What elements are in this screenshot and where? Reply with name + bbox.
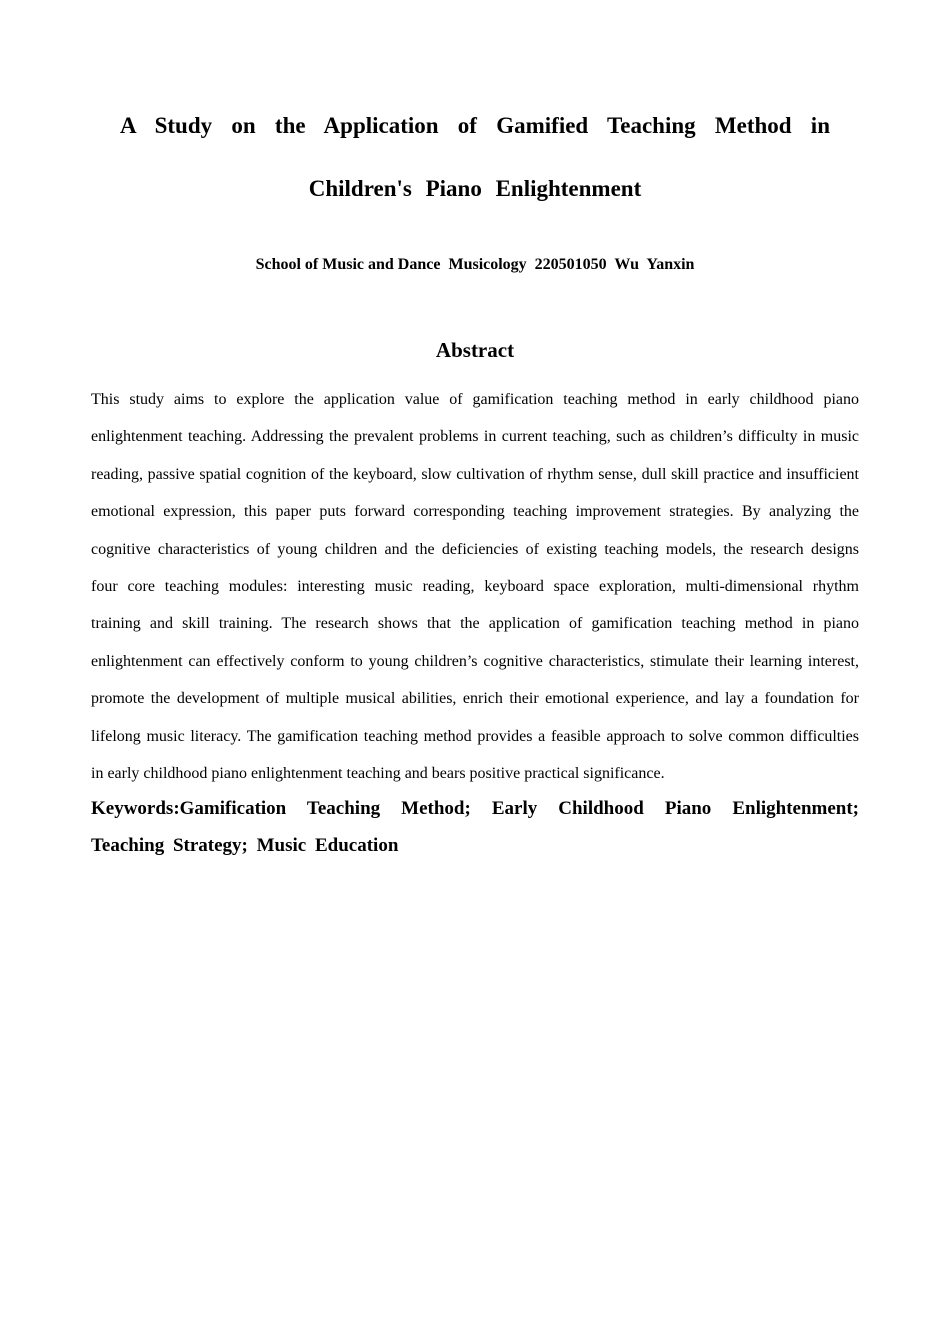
abstract-line: This study aims to explore the application value of gamification teaching method in early childhood piano [91,391,859,408]
abstract-heading: Abstract [435,338,515,362]
abstract-body [91,381,859,792]
abstract-line: enlightenment teaching. Addressing the prevalent problems in current teaching, such as children’s difficulty in music [91,428,859,446]
title-line-2: Children's Piano Enlightenment [308,176,642,201]
abstract-line: four core teaching modules: interesting music reading, keyboard space exploration, multi-dimensional rhythm [91,577,859,595]
keywords-line-1: Keywords:Gamification Teaching Method; Early Childhood Piano Enlightenment; [91,798,859,819]
abstract-line: training and skill training. The research shows that the application of gamification teaching method in piano [91,615,859,633]
author-info: School of Music and Dance Musicology 220501050 Wu Yanxin [255,256,695,273]
abstract-line: reading, passive spatial cognition of the keyboard, slow cultivation of rhythm sense, dull skill practice and insufficient [91,465,859,483]
paper-title [120,94,830,220]
title-line-1: A Study on the Application of Gamified Teaching Method in [120,113,830,138]
abstract-line: enlightenment can effectively conform to young children’s cognitive characteristics, stimulate their learning interest, [91,652,859,670]
keywords-line-2: Teaching Strategy; Music Education [91,835,399,856]
abstract-line: promote the development of multiple musical abilities, enrich their emotional experience, and lay a foundation for [91,690,859,708]
abstract-line: cognitive characteristics of young children and the deficiencies of existing teaching models, the research designs [91,540,859,558]
abstract-line: in early childhood piano enlightenment teaching and bears positive practical significance. [91,764,665,782]
abstract-line: emotional expression, this paper puts forward corresponding teaching improvement strategies. By analyzing the [91,503,859,521]
keywords [91,790,859,864]
abstract-line: lifelong music literacy. The gamification teaching method provides a feasible approach to solve common difficulties [91,727,859,745]
